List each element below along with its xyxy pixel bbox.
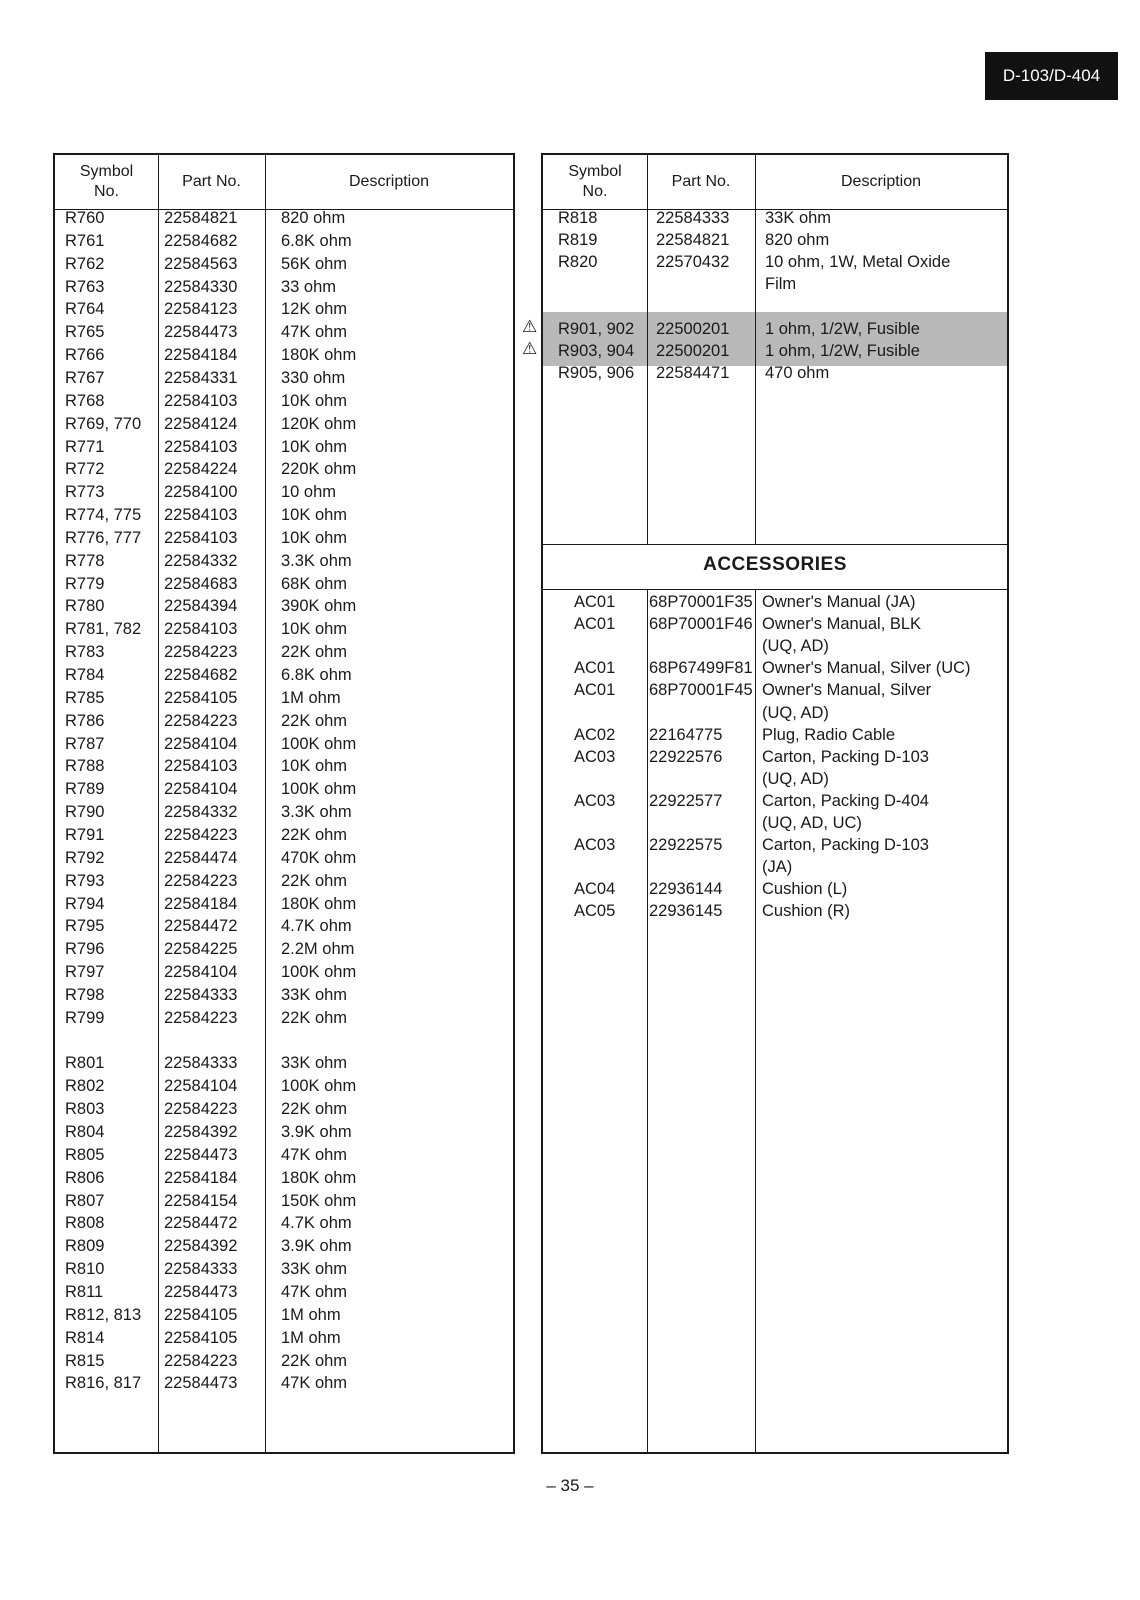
description-cell: 22K ohm [281,1008,348,1027]
part-no-cell: 22584333 [656,209,730,227]
part-no-cell: 22584105 [164,688,238,707]
accessory-symbol-cell: AC03 [574,791,616,810]
accessory-part-no-cell: 22922575 [649,836,723,855]
part-no-cell: 22584472 [164,917,238,936]
symbol-cell: R766 [65,346,105,365]
part-no-cell: 22584103 [164,506,238,525]
accessory-part-no-cell: 68P70001F35 [649,593,753,611]
part-no-cell: 22584392 [164,1123,238,1141]
description-cell: 3.3K ohm [281,551,352,570]
part-no-cell: 22584683 [164,574,238,593]
symbol-cell: R805 [65,1145,105,1164]
description-cell: 33 ohm [281,277,337,296]
symbol-cell: R796 [65,940,105,959]
description-cell: 330 ohm [281,368,346,387]
symbol-cell: R772 [65,460,105,479]
description-cell: 33K ohm [281,1260,348,1279]
accessory-symbol-cell: AC03 [574,836,616,855]
description-cell: 47K ohm [281,323,348,342]
accessory-description-cell: Owner's Manual, BLK [762,615,922,634]
symbol-cell: R763 [65,277,105,296]
accessory-part-no-cell: 22936145 [649,902,723,921]
part-no-cell: 22584105 [164,1305,238,1324]
part-no-cell: 22584224 [164,460,238,479]
description-cell: 1M ohm [281,1328,341,1347]
description-cell: 22K ohm [281,711,348,730]
symbol-cell: R786 [65,711,105,730]
part-no-cell: 22584223 [164,643,238,662]
part-no-cell: 22584223 [164,1351,238,1370]
part-no-cell: 22584473 [164,1282,238,1301]
accessory-symbol-cell: AC02 [574,725,616,744]
part-no-cell: 22584333 [164,1054,238,1073]
symbol-cell: R798 [65,985,105,1004]
part-no-cell: 22584124 [164,414,238,433]
symbol-cell: R762 [65,254,105,273]
accessory-description-cell: Carton, Packing D-103 [762,836,929,855]
description-cell: 2.2M ohm [281,940,355,959]
symbol-cell: R771 [65,437,105,456]
header-symbol: Symbol No. [79,163,134,200]
accessory-description-cell: Cushion (L) [762,880,848,899]
part-no-cell: 22584103 [164,528,238,547]
description-cell: 220K ohm [281,460,357,479]
symbol-cell: R815 [65,1351,105,1370]
description-cell: 180K ohm [281,346,357,365]
part-no-cell: 22584104 [164,963,238,982]
part-no-cell: 22584104 [164,1077,238,1096]
symbol-cell: R814 [65,1328,105,1347]
description-cell: 22K ohm [281,871,348,890]
accessory-description-cell: (UQ, AD) [762,703,829,722]
part-no-cell: 22584223 [164,871,238,890]
safety-warning-icon: ⚠ [522,316,538,336]
parts-table-left [53,153,515,1454]
parts-table-right [541,153,1009,1454]
description-cell: 100K ohm [281,1077,357,1096]
accessory-description-cell: Plug, Radio Cable [762,725,895,744]
accessory-description-cell: Owner's Manual, Silver [762,681,932,700]
description-cell: 100K ohm [281,780,357,799]
accessory-symbol-cell: AC01 [574,615,616,634]
part-no-cell: 22584821 [656,231,730,250]
part-no-cell: 22584333 [164,1260,238,1279]
description-cell: 6.8K ohm [281,231,352,250]
part-no-cell: 22584154 [164,1191,238,1210]
description-cell: 4.7K ohm [281,917,352,936]
part-no-cell: 22584473 [164,1145,238,1164]
description-cell: 100K ohm [281,734,357,753]
part-no-cell: 22584682 [164,231,238,250]
symbol-cell: R803 [65,1100,105,1119]
description-cell: 47K ohm [281,1374,348,1393]
accessory-description-cell: Carton, Packing D-103 [762,747,929,766]
page-number: – 35 – [546,1476,594,1495]
part-no-cell: 22584331 [164,368,238,387]
description-cell: 10K ohm [281,437,348,456]
symbol-cell: R778 [65,551,105,570]
part-no-cell: 22584223 [164,825,238,844]
part-no-cell: 22584103 [164,757,238,776]
description-cell: 10K ohm [281,506,348,525]
accessory-description-cell: Owner's Manual (JA) [762,593,916,611]
part-no-cell: 22584184 [164,894,238,913]
accessory-description-cell: Cushion (R) [762,902,851,921]
description-cell: 180K ohm [281,1168,357,1187]
accessory-description-cell: (UQ, AD) [762,637,829,656]
part-no-cell: 22584105 [164,1328,238,1347]
description-cell: 120K ohm [281,414,357,433]
symbol-cell: R774, 775 [65,506,142,525]
description-cell: 10K ohm [281,757,348,776]
description-cell: 10K ohm [281,528,348,547]
description-cell: 180K ohm [281,894,357,913]
accessory-symbol-cell: AC01 [574,681,616,700]
accessories-title: ACCESSORIES [703,554,847,575]
description-cell: 56K ohm [281,254,348,273]
description-cell: 100K ohm [281,963,357,982]
header-description: Description [840,173,922,190]
symbol-cell: R792 [65,848,105,867]
symbol-cell: R812, 813 [65,1305,142,1324]
symbol-cell: R788 [65,757,105,776]
symbol-cell: R764 [65,300,105,319]
part-no-cell: 22584472 [164,1214,238,1233]
accessory-symbol-cell: AC05 [574,902,616,921]
description-cell: 1 ohm, 1/2W, Fusible [765,341,920,360]
description-cell: 3.9K ohm [281,1123,352,1141]
part-no-cell: 22584184 [164,346,238,365]
symbol-cell: R760 [65,209,105,227]
part-no-cell: 22584392 [164,1237,238,1256]
header-description: Description [348,173,430,190]
part-no-cell: 22584471 [656,363,730,382]
symbol-cell: R802 [65,1077,105,1096]
symbol-cell: R809 [65,1237,105,1256]
symbol-cell: R765 [65,323,105,342]
accessory-part-no-cell: 22922576 [649,747,723,766]
part-no-cell: 22584223 [164,711,238,730]
description-cell: 820 ohm [281,209,346,227]
symbol-cell: R767 [65,368,105,387]
part-no-cell: 22584225 [164,940,238,959]
accessory-symbol-cell: AC01 [574,659,616,678]
accessory-symbol-cell: AC03 [574,747,616,766]
part-no-cell: 22584103 [164,437,238,456]
part-no-cell: 22584184 [164,1168,238,1187]
part-no-cell: 22584223 [164,1100,238,1119]
description-cell: 47K ohm [281,1282,348,1301]
part-no-cell: 22584332 [164,803,238,822]
symbol-cell: R793 [65,871,105,890]
symbol-cell: R769, 770 [65,414,142,433]
description-cell: 3.3K ohm [281,803,352,822]
accessory-symbol-cell: AC04 [574,880,616,899]
symbol-cell: R761 [65,231,105,250]
description-cell: 820 ohm [765,231,830,250]
symbol-cell: R905, 906 [558,363,635,382]
accessory-description-cell: Carton, Packing D-404 [762,791,929,810]
description-cell: 22K ohm [281,643,348,662]
symbol-cell: R818 [558,209,598,227]
description-cell: 10 ohm, 1W, Metal Oxide [765,253,951,272]
description-cell: 22K ohm [281,1100,348,1119]
symbol-cell: R903, 904 [558,341,635,360]
description-cell: 6.8K ohm [281,666,352,684]
symbol-cell: R795 [65,917,105,936]
part-no-cell: 22584103 [164,391,238,410]
part-no-cell: 22584332 [164,551,238,570]
part-no-cell: 22584104 [164,734,238,753]
symbol-cell: R794 [65,894,105,913]
description-cell: 22K ohm [281,825,348,844]
part-no-cell: 22584100 [164,483,238,502]
symbol-cell: R780 [65,597,105,616]
accessory-symbol-cell: AC01 [574,593,616,611]
part-no-cell: 22584563 [164,254,238,273]
symbol-cell: R783 [65,643,105,662]
symbol-cell: R776, 777 [65,528,142,547]
description-cell: 68K ohm [281,574,348,593]
part-no-cell: 22584333 [164,985,238,1004]
symbol-cell: R787 [65,734,105,753]
part-no-cell: 22584223 [164,1008,238,1027]
header-symbol: Symbol No. [568,163,622,200]
part-no-cell: 22584682 [164,666,238,684]
header-part-no: Part No. [671,173,731,190]
part-no-cell: 22584473 [164,323,238,342]
part-no-cell: 22584330 [164,277,238,296]
accessory-description-cell: (UQ, AD) [762,769,829,788]
part-no-cell: 22584104 [164,780,238,799]
description-cell: 22K ohm [281,1351,348,1370]
accessory-part-no-cell: 22936144 [649,880,723,899]
symbol-cell: R789 [65,780,105,799]
symbol-cell: R785 [65,688,105,707]
symbol-cell: R901, 902 [558,319,635,338]
safety-warning-icon: ⚠ [522,338,538,358]
part-no-cell: 22584821 [164,209,238,227]
symbol-cell: R819 [558,231,598,250]
accessory-part-no-cell: 68P70001F46 [649,615,753,634]
accessory-description-cell: (UQ, AD, UC) [762,814,862,832]
description-cell: 470K ohm [281,848,357,867]
description-cell: 33K ohm [281,985,348,1004]
accessory-part-no-cell: 22922577 [649,791,723,810]
description-cell: 4.7K ohm [281,1214,352,1233]
symbol-cell: R784 [65,666,105,684]
part-no-cell: 22584123 [164,300,238,319]
part-no-cell: 22584394 [164,597,238,616]
description-cell: Film [765,275,797,294]
description-cell: 10 ohm [281,483,337,502]
description-cell: 33K ohm [765,209,832,227]
symbol-cell: R773 [65,483,105,502]
accessory-part-no-cell: 68P70001F45 [649,681,753,700]
description-cell: 1 ohm, 1/2W, Fusible [765,319,920,338]
accessory-part-no-cell: 22164775 [649,725,723,744]
symbol-cell: R779 [65,574,105,593]
symbol-cell: R801 [65,1054,105,1073]
symbol-cell: R799 [65,1008,105,1027]
accessory-description-cell: (JA) [762,858,793,877]
model-badge: D-103/D-404 [985,52,1118,100]
symbol-cell: R807 [65,1191,105,1210]
symbol-cell: R797 [65,963,105,982]
symbol-cell: R811 [65,1282,104,1301]
symbol-cell: R790 [65,803,105,822]
part-no-cell: 22584473 [164,1374,238,1393]
description-cell: 3.9K ohm [281,1237,352,1256]
description-cell: 150K ohm [281,1191,357,1210]
header-part-no: Part No. [182,173,241,190]
part-no-cell: 22570432 [656,253,730,272]
symbol-cell: R768 [65,391,105,410]
part-no-cell: 22584103 [164,620,238,639]
symbol-cell: R804 [65,1123,105,1141]
symbol-cell: R816, 817 [65,1374,142,1393]
accessory-part-no-cell: 68P67499F81 [649,659,753,678]
description-cell: 470 ohm [765,363,830,382]
description-cell: 1M ohm [281,688,341,707]
description-cell: 33K ohm [281,1054,348,1073]
description-cell: 390K ohm [281,597,357,616]
part-no-cell: 22500201 [656,341,730,360]
symbol-cell: R806 [65,1168,105,1187]
part-no-cell: 22584474 [164,848,238,867]
description-cell: 47K ohm [281,1145,348,1164]
symbol-cell: R820 [558,253,598,272]
part-no-cell: 22500201 [656,319,730,338]
description-cell: 12K ohm [281,300,348,319]
symbol-cell: R810 [65,1260,105,1279]
description-cell: 10K ohm [281,391,348,410]
symbol-cell: R781, 782 [65,620,142,639]
description-cell: 10K ohm [281,620,348,639]
symbol-cell: R791 [65,825,105,844]
description-cell: 1M ohm [281,1305,341,1324]
symbol-cell: R808 [65,1214,105,1233]
accessory-description-cell: Owner's Manual, Silver (UC) [762,659,971,678]
